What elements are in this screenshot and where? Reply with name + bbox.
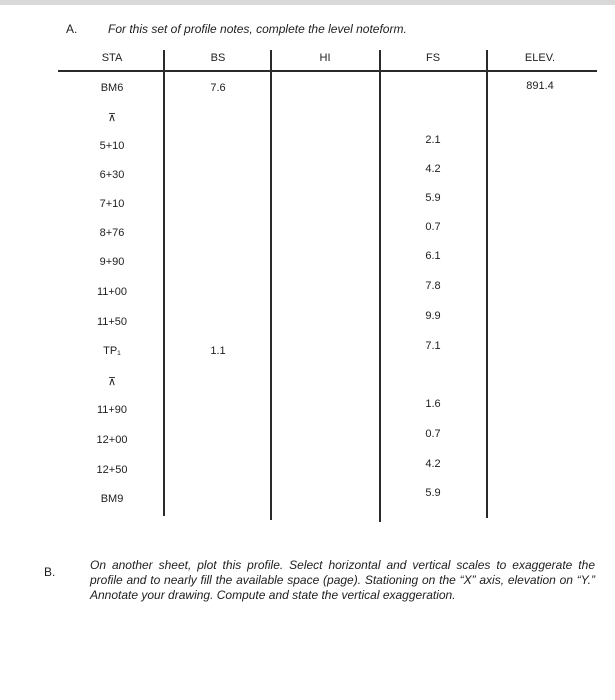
cell-sta: 12+00 <box>96 434 128 446</box>
cell-bs: 7.6 <box>210 82 226 94</box>
column-divider-fs-elev <box>486 50 488 518</box>
part-a-instruction: For this set of profile notes, complete the level noteform. <box>108 22 407 36</box>
column-divider-hi-fs <box>379 50 381 522</box>
cell-fs: 7.8 <box>425 280 441 292</box>
cell-sta: TP₁ <box>103 345 121 357</box>
cell-elev: 891.4 <box>526 80 554 92</box>
cell-sta: 11+50 <box>96 316 128 328</box>
cell-fs: 0.7 <box>425 221 441 233</box>
header-rule <box>58 70 597 72</box>
column-divider-sta-bs <box>163 50 165 516</box>
cell-fs: 5.9 <box>425 487 441 499</box>
cell-fs: 4.2 <box>425 458 441 470</box>
cell-sta: 11+00 <box>96 286 128 298</box>
cell-fs: 7.1 <box>425 340 441 352</box>
cell-sta: ⊼ <box>107 376 117 388</box>
cell-sta: 11+90 <box>96 404 128 416</box>
cell-fs: 6.1 <box>425 250 441 262</box>
cell-sta: BM6 <box>100 82 124 94</box>
header-elev: ELEV. <box>524 52 556 64</box>
header-hi: HI <box>319 52 331 64</box>
cell-sta: 9+90 <box>99 256 125 268</box>
header-fs: FS <box>425 52 441 64</box>
cell-fs: 9.9 <box>425 310 441 322</box>
cell-bs: 1.1 <box>210 345 226 357</box>
cell-sta: ⊼ <box>107 112 117 124</box>
part-b-instruction: On another sheet, plot this profile. Select horizontal and vertical scales to exaggerate the profile and to nearly fill the available space (page). Stationing on the “X” axis, elevation on “Y.” Annotate your drawing. Compute and state the vertical exaggeration. <box>90 558 595 602</box>
header-bs: BS <box>210 52 226 64</box>
cell-sta: 7+10 <box>99 198 125 210</box>
cell-fs: 0.7 <box>425 428 441 440</box>
cell-fs: 1.6 <box>425 398 441 410</box>
cell-fs: 5.9 <box>425 192 441 204</box>
cell-sta: 8+76 <box>99 227 125 239</box>
top-scan-border <box>0 0 615 5</box>
cell-sta: 6+30 <box>99 169 125 181</box>
cell-fs: 2.1 <box>425 134 441 146</box>
part-a-label: A. <box>66 22 78 36</box>
part-b-label: B. <box>44 565 56 579</box>
cell-fs: 4.2 <box>425 163 441 175</box>
cell-sta: BM9 <box>100 493 124 505</box>
cell-sta: 12+50 <box>96 464 128 476</box>
header-sta: STA <box>101 52 123 64</box>
cell-sta: 5+10 <box>99 140 125 152</box>
column-divider-bs-hi <box>270 50 272 520</box>
